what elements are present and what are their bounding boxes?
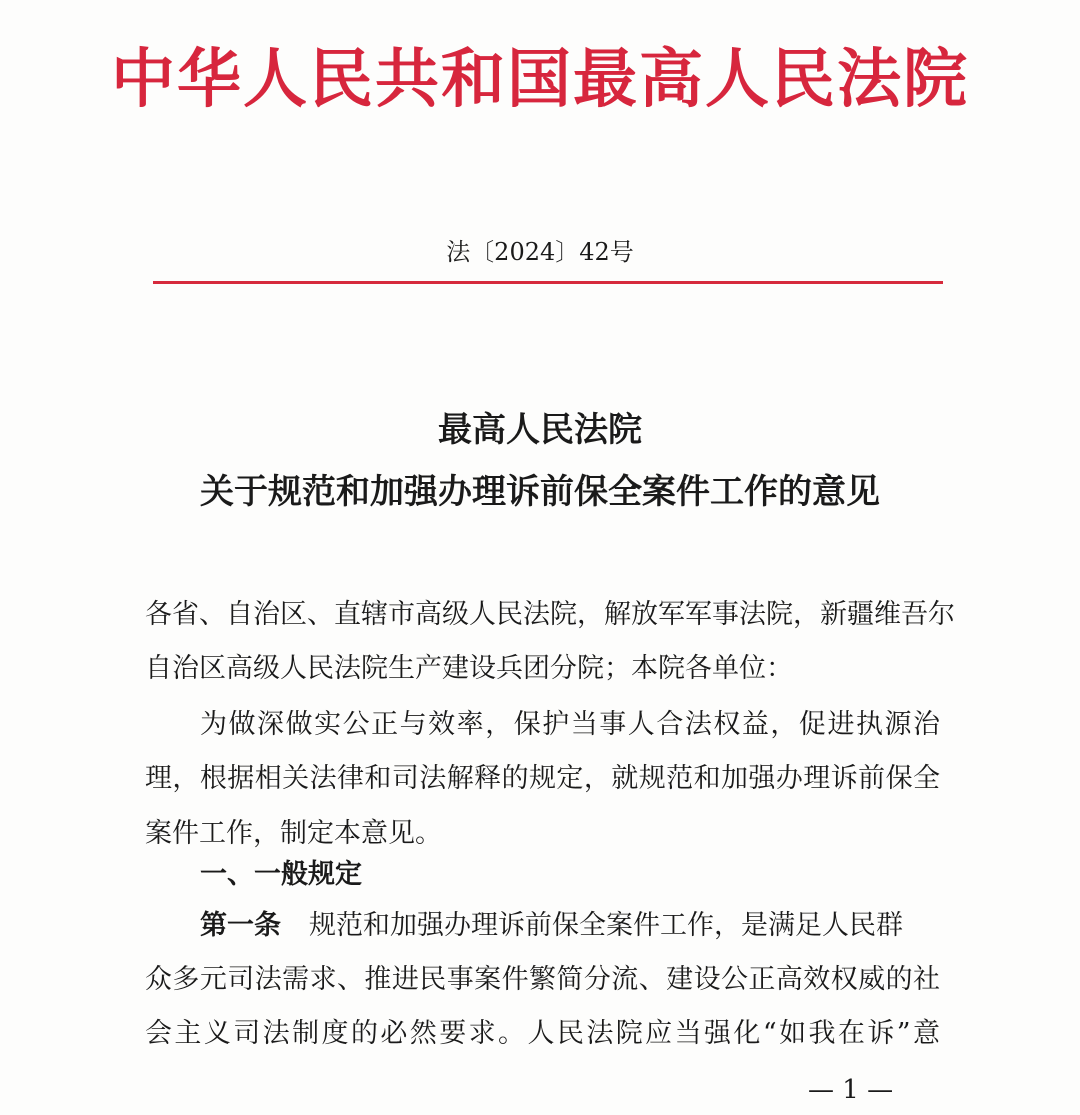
salutation-line-2: 自治区高级人民法院生产建设兵团分院；本院各单位： [145, 653, 793, 684]
document-number: 法〔2024〕42号 [446, 238, 634, 266]
page-number: — 1 — [808, 1075, 894, 1105]
article-1-label: 第一条 [200, 910, 281, 941]
masthead-title: 中华人民共和国最高人民法院 [111, 42, 969, 117]
article-1-text: 规范和加强办理诉前保全案件工作，是满足人民群 [309, 910, 903, 941]
section-heading: 一、一般规定 [200, 859, 362, 890]
article-1-line-2: 众多元司法需求、推进民事案件繁简分流、建设公正高效权威的社 [145, 964, 940, 995]
document-title-line-2: 关于规范和加强办理诉前保全案件工作的意见 [200, 472, 880, 512]
article-1-line-1 [200, 908, 940, 944]
intro-line-2: 理，根据相关法律和司法解释的规定，就规范和加强办理诉前保全 [145, 763, 940, 794]
salutation-line-1: 各省、自治区、直辖市高级人民法院，解放军军事法院，新疆维吾尔 [145, 599, 955, 630]
intro-line-3: 案件工作，制定本意见。 [145, 818, 442, 849]
article-1-line-3: 会主义司法制度的必然要求。人民法院应当强化“如我在诉”意 [145, 1018, 940, 1049]
red-divider-rule [153, 281, 943, 284]
document-title-line-1: 最高人民法院 [438, 410, 642, 450]
intro-line-1: 为做深做实公正与效率，保护当事人合法权益，促进执源治 [200, 709, 940, 740]
